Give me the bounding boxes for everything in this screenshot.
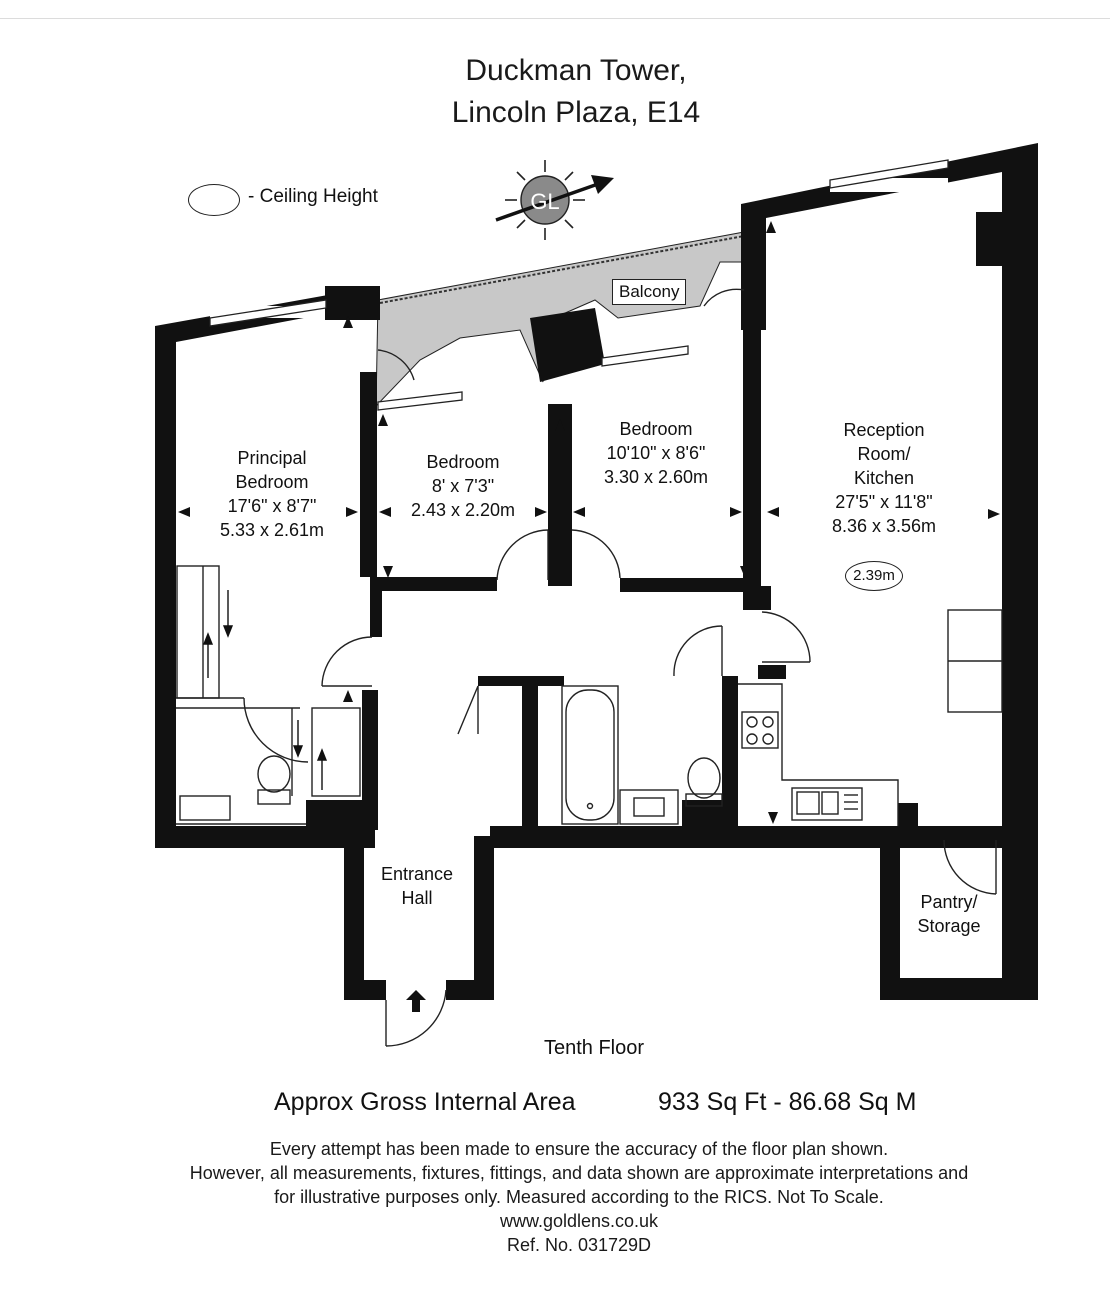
reception-name-2: Room/ bbox=[857, 444, 911, 464]
balcony-label: Balcony bbox=[612, 279, 686, 305]
area-value: 933 Sq Ft - 86.68 Sq M bbox=[658, 1088, 917, 1116]
area-label: Approx Gross Internal Area bbox=[274, 1088, 576, 1116]
entrance-hall-name-1: Entrance bbox=[380, 864, 454, 884]
entrance-hall-label bbox=[381, 862, 453, 910]
principal-bedroom-name-2: Bedroom bbox=[235, 472, 309, 492]
pantry-name-1: Pantry/ bbox=[920, 892, 978, 912]
principal-bedroom-metric: 5.33 x 2.61m bbox=[219, 520, 325, 540]
pantry-label bbox=[917, 890, 980, 938]
fixtures bbox=[176, 289, 1002, 1046]
bedroom-2-label bbox=[411, 450, 515, 522]
bedroom-3-imperial: 10'10" x 8'6" bbox=[606, 443, 706, 463]
bedroom-3-label bbox=[604, 417, 708, 489]
reception-metric: 8.36 x 3.56m bbox=[831, 516, 937, 536]
principal-bedroom-imperial: 17'6" x 8'7" bbox=[227, 496, 317, 516]
reference-number: Ref. No. 031729D bbox=[506, 1235, 652, 1255]
disclaimer-line-3: for illustrative purposes only. Measured according to the RICS. Not To Scale. bbox=[274, 1187, 884, 1207]
entrance-hall-name-2: Hall bbox=[401, 888, 433, 908]
reception-label bbox=[832, 418, 936, 538]
reception-name-3: Kitchen bbox=[853, 468, 915, 488]
disclaimer-line-2: However, all measurements, fixtures, fittings, and data shown are approximate interpretations and bbox=[189, 1163, 969, 1183]
bedroom-2-metric: 2.43 x 2.20m bbox=[410, 500, 516, 520]
bedroom-3-metric: 3.30 x 2.60m bbox=[603, 467, 709, 487]
bedroom-2-imperial: 8' x 7'3" bbox=[431, 476, 495, 496]
website-link[interactable]: www.goldlens.co.uk bbox=[499, 1211, 659, 1231]
compass-logo-text: GL bbox=[530, 189, 560, 214]
floor-name: Tenth Floor bbox=[543, 1037, 645, 1059]
reception-imperial: 27'5" x 11'8" bbox=[835, 492, 933, 512]
bedroom-2-name: Bedroom bbox=[426, 452, 500, 472]
wardrobe-arrows bbox=[204, 590, 326, 790]
title-line-2: Lincoln Plaza, E14 bbox=[451, 96, 701, 129]
pantry-name-2: Storage bbox=[917, 916, 981, 936]
legend-label: - Ceiling Height bbox=[248, 186, 378, 207]
disclaimer bbox=[24, 1137, 1110, 1257]
principal-bedroom-label bbox=[220, 446, 324, 542]
ceiling-height-badge: 2.39m bbox=[845, 561, 903, 591]
principal-bedroom-name-1: Principal bbox=[237, 448, 307, 468]
reception-name-1: Reception bbox=[843, 420, 925, 440]
title-line-1: Duckman Tower, bbox=[465, 54, 687, 87]
disclaimer-line-1: Every attempt has been made to ensure the accuracy of the floor plan shown. bbox=[269, 1139, 889, 1159]
bedroom-3-name: Bedroom bbox=[619, 419, 693, 439]
